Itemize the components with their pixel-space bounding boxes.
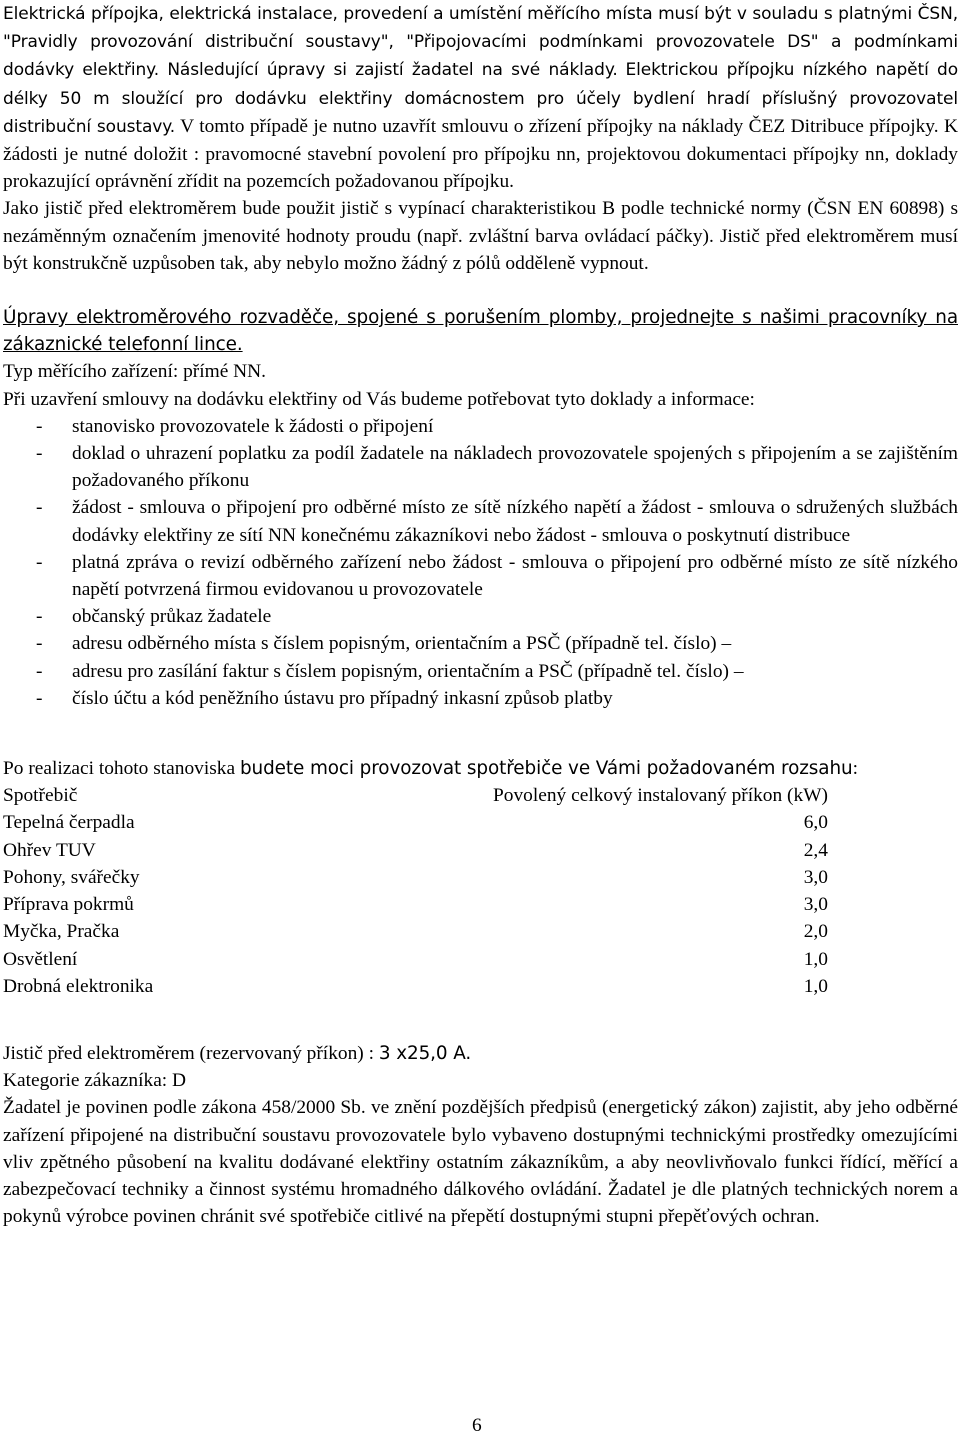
table-row: [3, 973, 828, 1000]
appliance-power: 2,0: [803, 921, 828, 943]
spacer: [3, 277, 958, 304]
appliance-power: 1,0: [803, 975, 828, 997]
list-item-text: adresu pro zasílání faktur s číslem popisným, orientačním a PSČ (případně tel. číslo) –: [72, 660, 744, 682]
list-item-text: žádost - smlouva o připojení pro odběrné místo ze sítě nízkého napětí a žádost - smlouva o sdružených službách dodávky elektřiny ze sítí NN konečnému zákazníkovi nebo žádost - smlouva o poskytnutí distribuce: [72, 497, 958, 546]
intro-sentence-4: K žádosti je nutné doložit : pravomocné stavební povolení pro přípojku nn, projektovou dokumentaci přípojky nn, doklady prokazující oprávnění zřídit na pozemcích požadovanou přípojku.: [3, 115, 958, 193]
list-item: [3, 549, 958, 603]
requirements-list: [3, 413, 958, 712]
spacer: [3, 712, 958, 755]
intro-sentence-3: V tomto případě je nutno uzavřít smlouvu o zřízení přípojky na náklady ČEZ Ditribuce přípojky.: [180, 115, 939, 137]
realization-colon: :: [852, 758, 858, 780]
power-table: [3, 782, 828, 1000]
table-header-row: [3, 782, 828, 809]
closing-paragraph: Žadatel je povinen podle zákona 458/2000 Sb. ve znění pozdějších předpisů (energetický zákon) zajistit, aby jeho odběrné zařízení připojené na distribuční soustavu provozovatele bylo vybaveno dostupnými technickými prostředky omezujícími vliv zpětného působení na kvalitu dodávané elektřiny ostatním zákazníkům, a aby neovlivňovalo funkci řídící, měřící a zabezpečovací techniky a činnost systému hromadného dálkového ovládání. Žadatel je dle platných technických norem a pokynů výrobce povinen chránit své spotřebiče citlivé na přepětí dostupnými stupni přepěťových ochran.: [3, 1097, 958, 1228]
intro-paragraph: [3, 0, 958, 195]
intro-sentence-1: Elektrická přípojka, elektrická instalace, provedení a umístění měřícího místa musí být v souladu s platnými ČSN, "Pravidly provozování distribuční soustavy", "Připojovacími podmínkami provozovatele DS" a podmínkami dodávky elektřiny. Následující úpravy si zajistí žadatel na své náklady.: [3, 4, 958, 81]
breaker-label: Jistič před elektroměrem (rezervovaný příkon) :: [3, 1042, 374, 1064]
list-dash: -: [36, 687, 43, 709]
list-item: [3, 494, 958, 548]
documents-intro: Při uzavření smlouvy na dodávku elektřiny od Vás budeme potřebovat tyto doklady a informace:: [3, 388, 755, 410]
appliance-power: 2,4: [803, 839, 828, 861]
table-row: [3, 946, 828, 973]
table-row: [3, 891, 828, 918]
list-item: [3, 658, 958, 685]
col-appliance-header: Spotřebič: [3, 785, 78, 807]
list-item-text: doklad o uhrazení poplatku za podíl žadatele na nákladech provozovatele spojených s připojením a se zajištěním požadovaného příkonu: [72, 443, 958, 492]
breaker-sentence-1: Jako jistič před elektroměrem bude použit jistič s vypínací charakteristikou B podle technické normy (ČSN EN 60898) s nezáměnným označením jmenovité hodnoty proudu (např. zvláštní barva ovládací páčky).: [3, 198, 958, 247]
list-item-text: stanovisko provozovatele k žádosti o připojení: [72, 415, 434, 437]
list-dash: -: [36, 443, 43, 465]
breaker-rating: [3, 1040, 958, 1067]
meter-type: Typ měřícího zařízení: přímé NN.: [3, 361, 267, 383]
list-dash: -: [36, 497, 43, 519]
spacer: [3, 1000, 958, 1040]
breaker-paragraph: [3, 195, 958, 277]
table-row: [3, 809, 828, 836]
list-item: [3, 413, 958, 440]
col-power-header: Povolený celkový instalovaný příkon (kW): [493, 785, 828, 807]
table-row: [3, 918, 828, 945]
list-item-text: adresu odběrného místa s číslem popisným, orientačním a PSČ (případně tel. číslo) –: [72, 633, 732, 655]
list-dash: -: [36, 415, 43, 437]
document-page: [3, 0, 958, 1230]
list-item: [3, 440, 958, 494]
table-row: [3, 837, 828, 864]
appliance-power: 1,0: [803, 948, 828, 970]
appliance-power: 3,0: [803, 866, 828, 888]
realization-paragraph: [3, 755, 958, 782]
breaker-sentence-2: Jistič před elektroměrem musí být konstrukčně uzpůsoben tak, aby nebylo možno žádný z pólů odděleně vypnout.: [3, 225, 958, 274]
appliance-name: Drobná elektronika: [3, 975, 154, 997]
appliance-name: Tepelná čerpadla: [3, 812, 135, 834]
list-item: [3, 630, 958, 657]
list-dash: -: [36, 660, 43, 682]
table-row: [3, 864, 828, 891]
breaker-value: 3 x25,0 A.: [378, 1042, 472, 1064]
appliance-name: Ohřev TUV: [3, 839, 96, 861]
appliance-name: Příprava pokrmů: [3, 894, 134, 916]
realization-bold: budete moci provozovat spotřebiče ve Vámi požadovaném rozsahu: [239, 758, 853, 780]
realization-lead: Po realizaci tohoto stanoviska: [3, 758, 236, 780]
list-item: [3, 685, 958, 712]
customer-category: Kategorie zákazníka: D: [3, 1070, 187, 1092]
page-number: 6: [472, 1415, 482, 1436]
list-dash: -: [36, 606, 43, 628]
list-item: [3, 603, 958, 630]
list-dash: -: [36, 633, 43, 655]
appliance-power: 3,0: [803, 894, 828, 916]
seal-notice: Úpravy elektroměrového rozvaděče, spojené s porušením plomby, projednejte s našimi pracovníky na zákaznické telefonní lince.: [3, 307, 958, 356]
appliance-name: Myčka, Pračka: [3, 921, 120, 943]
intro-sentence-2: Elektrickou přípojku nízkého napětí do délky 50 m sloužící pro dodávku elektřiny domácnostem pro účely bydlení hradí příslušný provozovatel distribuční soustavy.: [3, 60, 959, 137]
list-item-text: číslo účtu a kód peněžního ústavu pro případný inkasní způsob platby: [72, 687, 613, 709]
list-item-text: platná zpráva o revizí odběrného zařízení nebo žádost - smlouva o připojení pro odběrné místo ze sítě nízkého napětí potvrzená firmou evidovanou u provozovatele: [72, 551, 958, 601]
appliance-name: Osvětlení: [3, 948, 78, 970]
appliance-power: 6,0: [803, 812, 828, 834]
list-item-text: občanský průkaz žadatele: [72, 606, 272, 628]
appliance-name: Pohony, svářečky: [3, 866, 140, 888]
list-dash: -: [36, 551, 43, 573]
